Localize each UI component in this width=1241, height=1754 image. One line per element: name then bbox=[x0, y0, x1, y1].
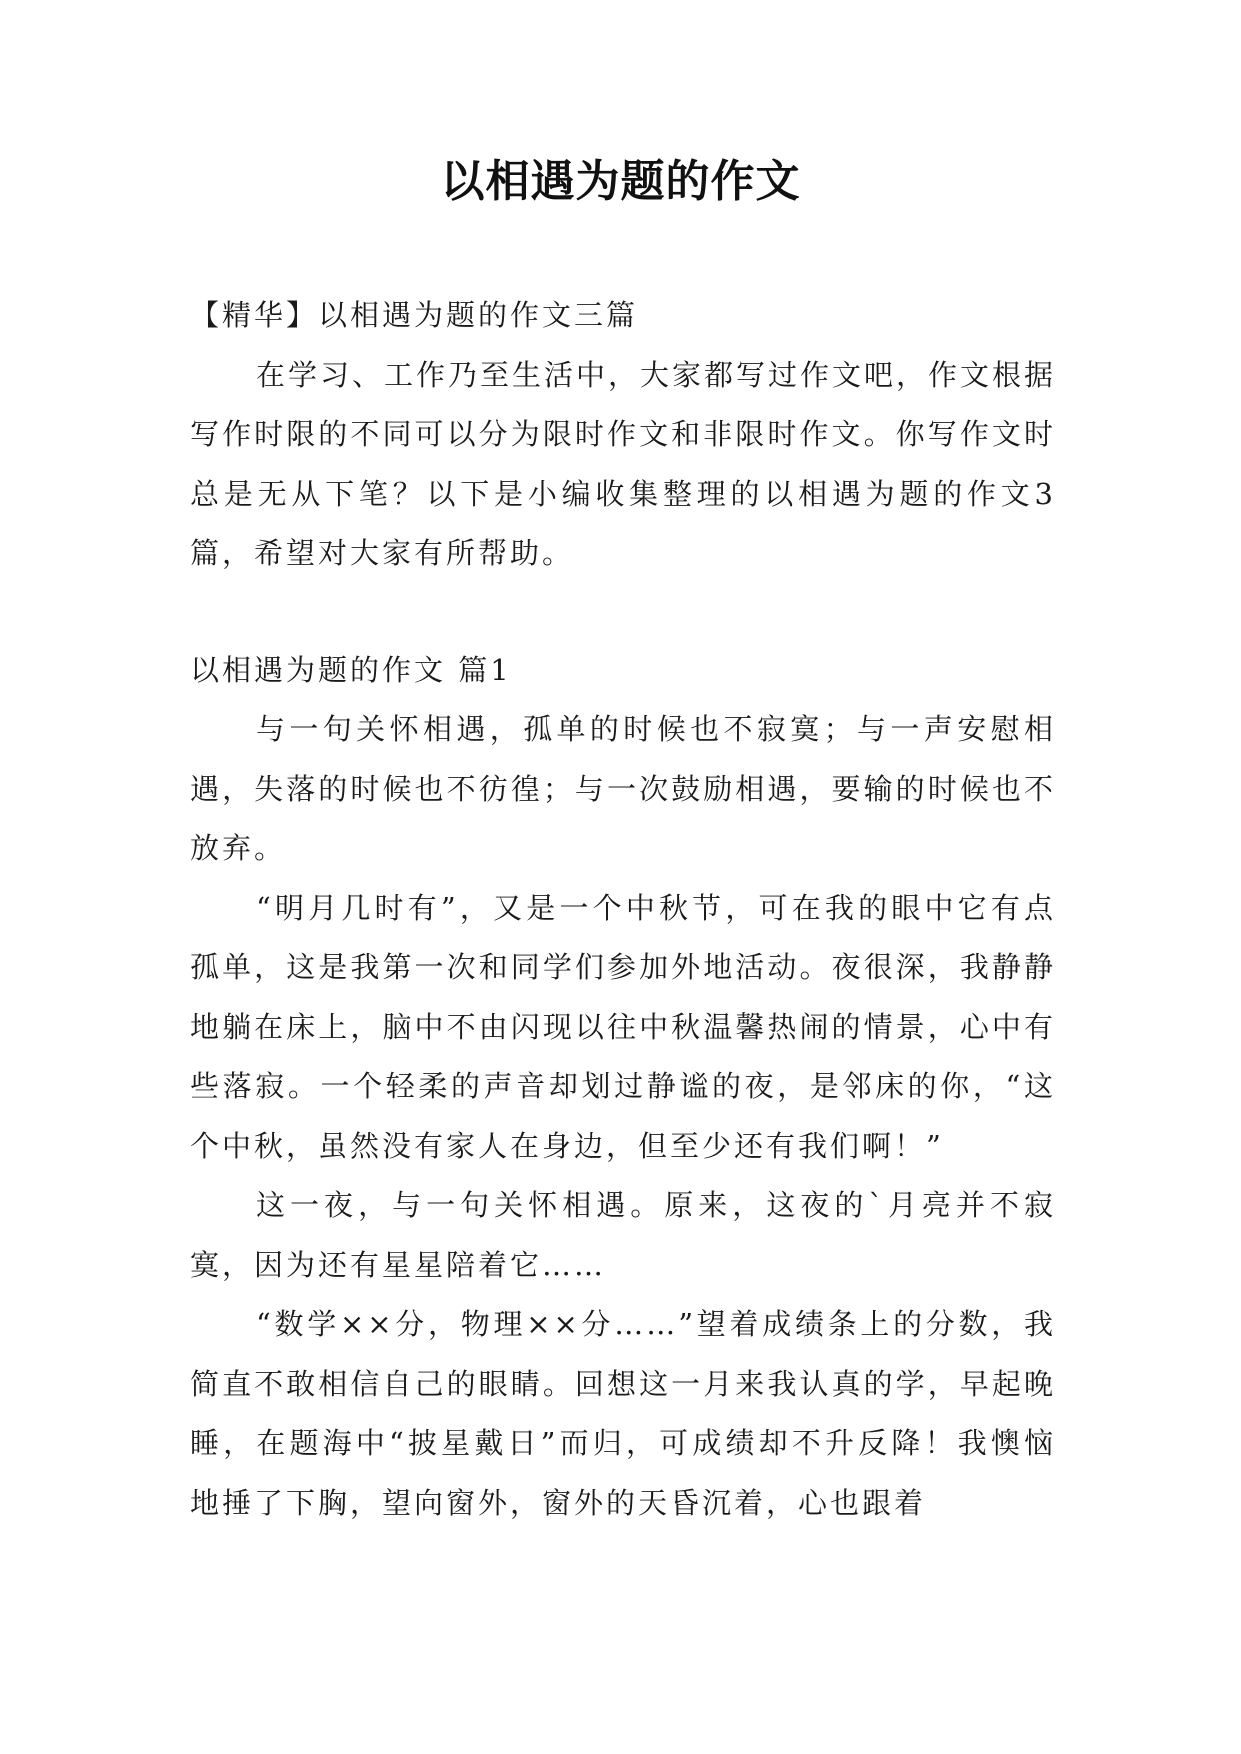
intro-paragraph: 在学习、工作乃至生活中，大家都写过作文吧，作文根据写作时限的不同可以分为限时作文和非限时作文。你写作文时总是无从下笔？以下是小编收集整理的以相遇为题的作文3篇，希望对大家有所帮助。 bbox=[190, 357, 1057, 570]
body-paragraph: 与一句关怀相遇，孤单的时候也不寂寞；与一声安慰相遇，失落的时候也不彷徨；与一次鼓励相遇，要输的时候也不放弃。 bbox=[190, 712, 1056, 865]
document-title: 以相遇为题的作文 bbox=[440, 156, 801, 207]
body-paragraph: 这一夜，与一句关怀相遇。原来，这夜的`月亮并不寂寞，因为还有星星陪着它…… bbox=[190, 1188, 1056, 1282]
body-paragraph: “数学××分，物理××分……”望着成绩条上的分数，我简直不敢相信自己的眼睛。回想这一月来我认真的学，早起晚睡，在题海中“披星戴日”而归，可成绩却不升反降！我懊恼地捶了下胸，望向窗外，窗外的天昏沉着，心也跟着 bbox=[190, 1307, 1056, 1520]
section-heading: 以相遇为题的作文 篇1 bbox=[190, 652, 512, 687]
body-paragraph: “明月几时有”，又是一个中秋节，可在我的眼中它有点孤单，这是我第一次和同学们参加外地活动。夜很深，我静静地躺在床上，脑中不由闪现以往中秋温馨热闹的情景，心中有些落寂。一个轻柔的声音却划过静谧的夜，是邻床的你，“这个中秋，虽然没有家人在身边，但至少还有我们啊！” bbox=[190, 890, 1056, 1163]
document-subtitle: 【精华】以相遇为题的作文三篇 bbox=[190, 298, 639, 332]
document-body bbox=[190, 286, 1056, 1533]
